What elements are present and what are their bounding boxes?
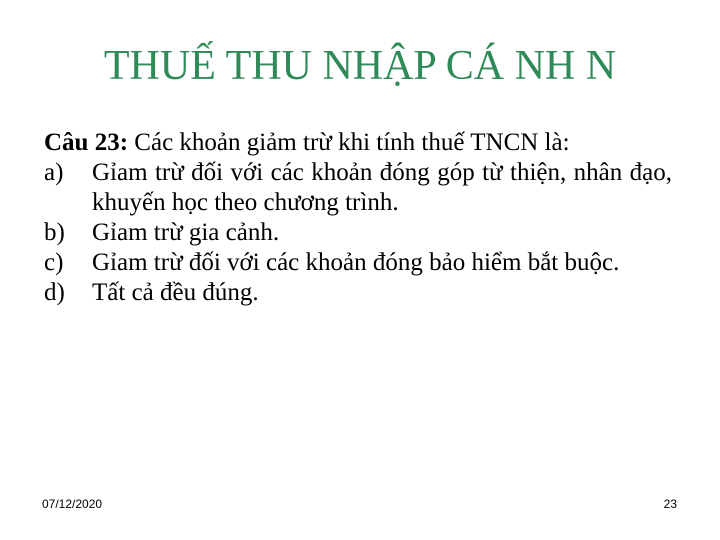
question-label: Câu 23: [44, 129, 129, 156]
option-text: Tất cả đều đúng. [92, 279, 259, 306]
option-letter: d) [44, 279, 65, 306]
option-text: Gỉam trừ đối với các khoản đóng bảo hiểm bắt buộc. [92, 249, 620, 276]
option-text: Gỉam trừ gia cảnh. [92, 219, 280, 246]
option-letter: c) [44, 249, 64, 276]
footer-date: 07/12/2020 [42, 497, 103, 511]
option-letter: a) [44, 159, 64, 186]
slide-body [44, 128, 672, 308]
option-letter: b) [44, 219, 65, 246]
page-number: 23 [663, 497, 677, 511]
question-text: Các khoản giảm trừ khi tính thuế TNCN là: [128, 129, 570, 156]
option-d [44, 278, 672, 308]
slide-title: THUẾ THU NHẬP CÁ NH N [103, 43, 617, 89]
option-b [44, 218, 672, 248]
option-text: Gỉam trừ đối với các khoản đóng góp từ thiện, nhân đạo, khuyến học theo chương trình. [92, 159, 672, 216]
question [44, 128, 672, 158]
option-c [44, 248, 672, 278]
answer-options [44, 158, 672, 308]
option-a [44, 158, 672, 218]
